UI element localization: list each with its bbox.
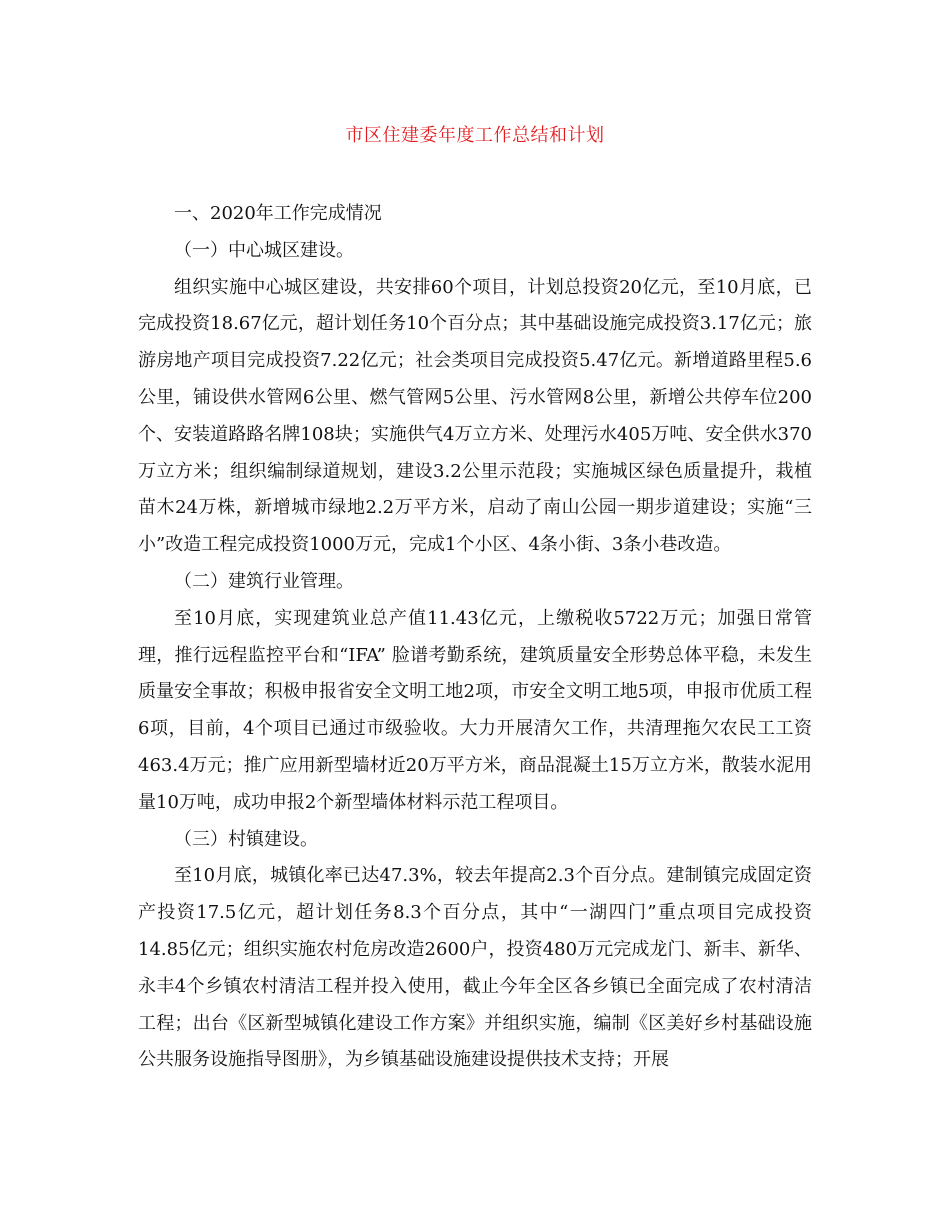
document-body	[138, 196, 812, 1079]
paragraph-construction-industry: 至10月底，实现建筑业总产值11.43亿元，上缴税收5722万元；加强日常管理，推行远程监控平台和“IFA” 脸谱考勤系统，建筑质量安全形势总体平稳，未发生质量安全事故；积极申报省安全文明工地2项，市安全文明工地5项，申报市优质工程6项，目前，4个项目已通过市级验收。大力开展清欠工作，共清理拖欠农民工工资463.4万元；推广应用新型墙材近20万平方米，商品混凝土15万立方米，散装水泥用量10万吨，成功申报2个新型墙体材料示范工程项目。	[138, 607, 812, 813]
section-heading: 一、2020年工作完成情况	[174, 203, 382, 224]
subsection-heading-village-town: （三）村镇建设。	[174, 828, 318, 850]
document-title: 市区住建委年度工作总结和计划	[345, 125, 605, 146]
paragraph-village-town: 至10月底，城镇化率已达47.3%，较去年提高2.3个百分点。建制镇完成固定资产投资17.5亿元，超计划任务8.3个百分点，其中“一湖四门”重点项目完成投资14.85亿元；组织实施农村危房改造2600户，投资480万元完成龙门、新丰、新华、永丰4个乡镇农村清洁工程并投入使用，截止今年全区各乡镇已全面完成了农村清洁工程；出台《区新型城镇化建设工作方案》并组织实施，编制《区美好乡村基础设施公共服务设施指导图册》，为乡镇基础设施建设提供技术支持；开展	[138, 865, 812, 1071]
subsection-heading-construction-industry: （二）建筑行业管理。	[174, 570, 354, 592]
subsection-heading-central-city: （一）中心城区建设。	[174, 239, 354, 261]
paragraph-central-city: 组织实施中心城区建设，共安排60个项目，计划总投资20亿元，至10月底，已完成投资18.67亿元，超计划任务10个百分点；其中基础设施完成投资3.17亿元；旅游房地产项目完成投资7.22亿元；社会类项目完成投资5.47亿元。新增道路里程5.6公里，铺设供水管网6公里、燃气管网5公里、污水管网8公里，新增公共停车位200个、安装道路路名牌108块；实施供气4万立方米、处理污水405万吨、安全供水370万立方米；组织编制绿道规划，建设3.2公里示范段；实施城区绿色质量提升，栽植苗木24万株，新增城市绿地2.2万平方米，启动了南山公园一期步道建设；实施“三小”改造工程完成投资1000万元，完成1个小区、4条小街、3条小巷改造。	[138, 276, 812, 556]
